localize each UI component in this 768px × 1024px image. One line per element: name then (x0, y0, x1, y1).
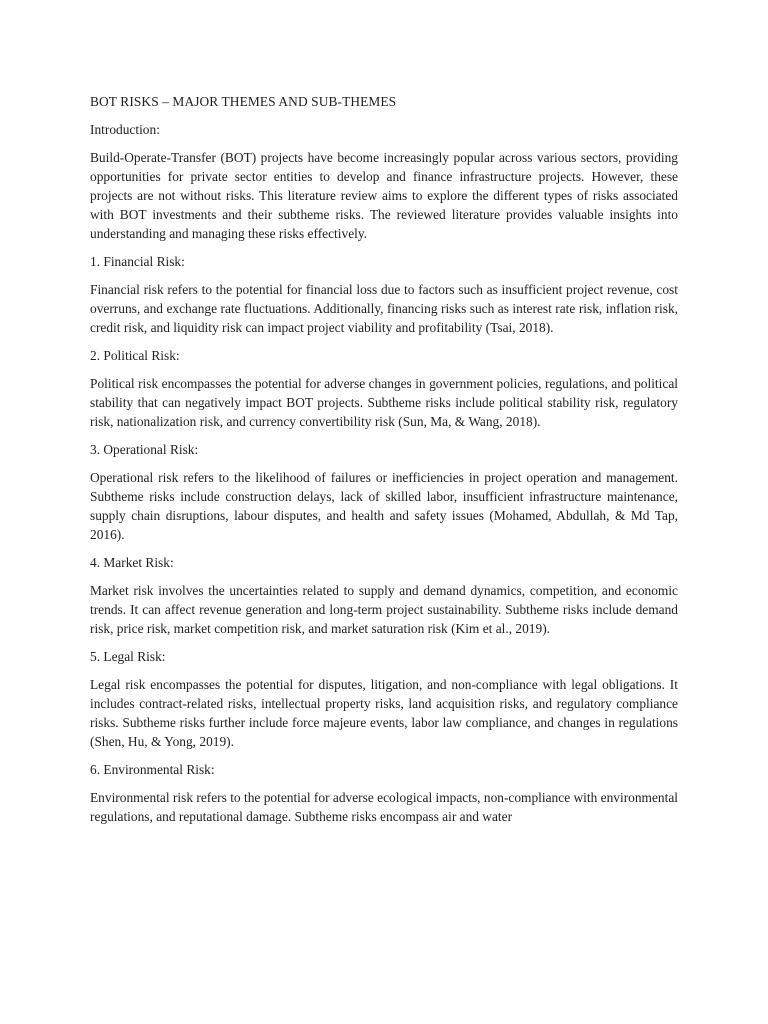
introduction-paragraph: Build-Operate-Transfer (BOT) projects have become increasingly popular across various sectors, providing opportunities for private sector entities to develop and finance infrastructure projects. However, these projects are not without risks. This literature review aims to explore the different types of risks associated with BOT investments and their subtheme risks. The reviewed literature provides valuable insights into understanding and managing these risks effectively. (90, 150, 678, 241)
environmental-risk-paragraph: Environmental risk refers to the potential for adverse ecological impacts, non-compliance with environmental regulations, and reputational damage. Subtheme risks encompass air and water (90, 790, 678, 824)
legal-risk-heading: 5. Legal Risk: (90, 649, 166, 664)
introduction-heading: Introduction: (90, 122, 160, 137)
political-risk-paragraph: Political risk encompasses the potential for adverse changes in government policies, regulations, and political stability that can negatively impact BOT projects. Subtheme risks include political stability risk, regulatory risk, nationalization risk, and currency convertibility risk (Sun, Ma, & Wang, 2018). (90, 376, 678, 429)
document-title: BOT RISKS – MAJOR THEMES AND SUB-THEMES (90, 94, 397, 109)
political-risk-heading: 2. Political Risk: (90, 348, 180, 363)
document-body (90, 92, 678, 835)
operational-risk-paragraph: Operational risk refers to the likelihood of failures or inefficiencies in project operation and management. Subtheme risks include construction delays, lack of skilled labor, insufficient infrastructure maintenance, supply chain disruptions, labour disputes, and health and safety issues (Mohamed, Abdullah, & Md Tap, 2016). (90, 470, 678, 542)
market-risk-paragraph: Market risk involves the uncertainties related to supply and demand dynamics, competition, and economic trends. It can affect revenue generation and long-term project sustainability. Subtheme risks include demand risk, price risk, market competition risk, and market saturation risk (Kim et al., 2019). (90, 583, 678, 636)
financial-risk-heading: 1. Financial Risk: (90, 254, 185, 269)
operational-risk-heading: 3. Operational Risk: (90, 442, 199, 457)
market-risk-heading: 4. Market Risk: (90, 555, 174, 570)
legal-risk-paragraph: Legal risk encompasses the potential for disputes, litigation, and non-compliance with legal obligations. It includes contract-related risks, intellectual property risks, land acquisition risks, and regulatory compliance risks. Subtheme risks further include force majeure events, labor law compliance, and changes in regulations (Shen, Hu, & Yong, 2019). (90, 677, 678, 749)
environmental-risk-heading: 6. Environmental Risk: (90, 762, 215, 777)
financial-risk-paragraph: Financial risk refers to the potential for financial loss due to factors such as insufficient project revenue, cost overruns, and exchange rate fluctuations. Additionally, financing risks such as interest rate risk, inflation risk, credit risk, and liquidity risk can impact project viability and profitability (Tsai, 2018). (90, 282, 678, 335)
